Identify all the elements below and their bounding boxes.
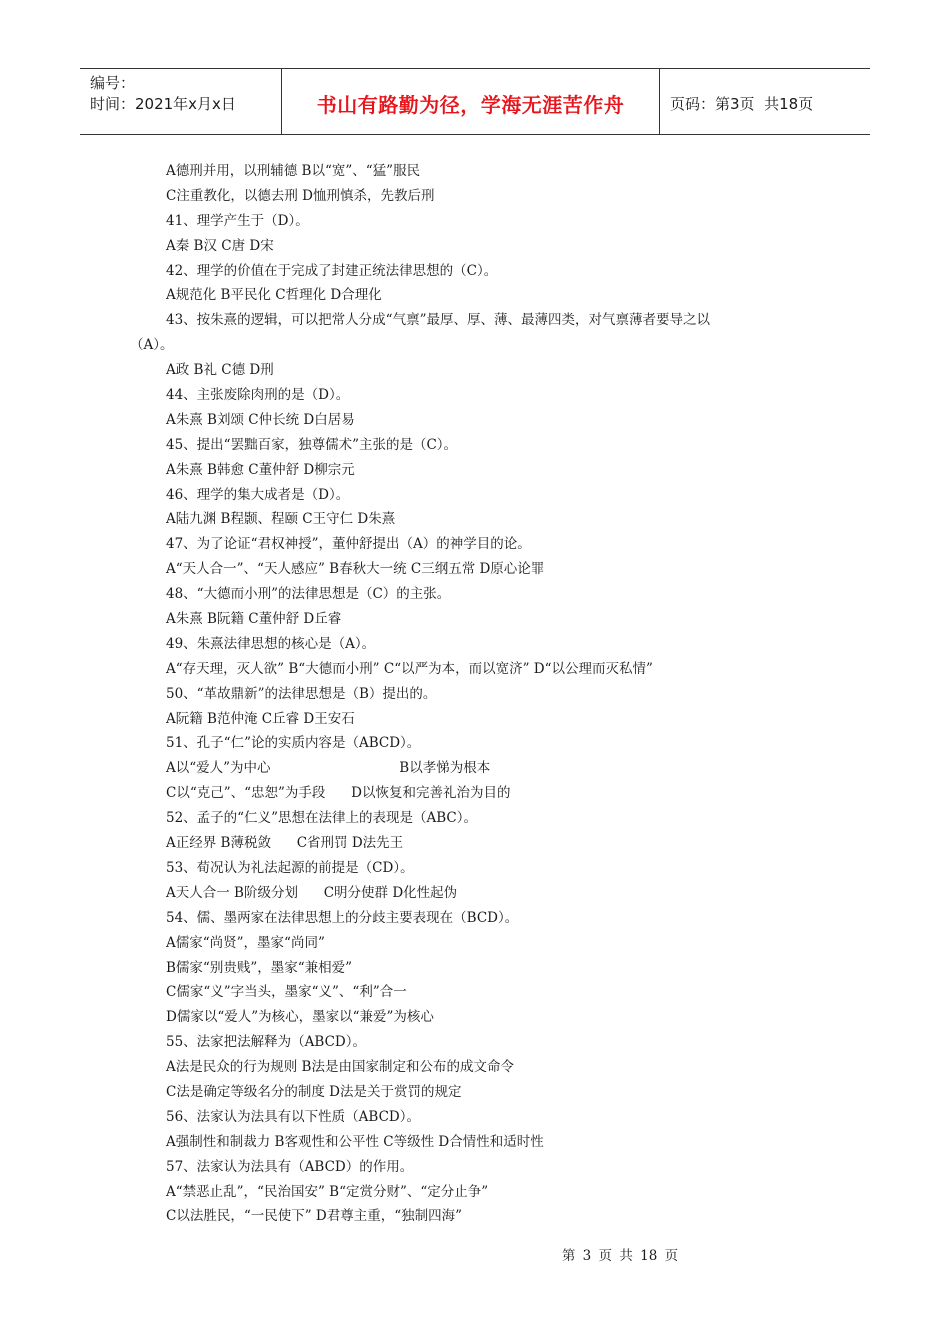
text-line: C儒家“义”字当头，墨家“义”、“利”合一	[166, 984, 407, 1001]
text-line: C注重教化，以德去刑 D恤刑慎杀，先教后刑	[166, 187, 435, 204]
text-line: 50、“革故鼎新”的法律思想是（B）提出的。	[166, 685, 437, 702]
text-line: 53、荀况认为礼法起源的前提是（CD）。	[166, 859, 414, 876]
text-line: A正经界 B薄税敛 C省刑罚 D法先王	[166, 835, 404, 852]
header-meta	[80, 69, 282, 134]
text-line: A秦 B汉 C唐 D宋	[166, 237, 274, 254]
header-motto: 书山有路勤为径，学海无涯苦作舟	[282, 69, 660, 134]
text-line: A法是民众的行为规则 B法是由国家制定和公布的成文命令	[166, 1059, 514, 1076]
text-line: A规范化 B平民化 C哲理化 D合理化	[166, 287, 382, 304]
text-line: A“天人合一”、“天人感应” B春秋大一统 C三纲五常 D原心论罪	[166, 561, 545, 578]
text-line: B儒家“别贵贱”，墨家“兼相爱”	[166, 959, 353, 976]
text-line: A“禁恶止乱”，“民治国安” B“定赏分财”、“定分止争”	[166, 1183, 489, 1200]
text-line: 41、理学产生于（D）。	[166, 212, 309, 229]
document-date: 时间：2021年x月x日	[90, 95, 236, 113]
text-line: 44、主张废除肉刑的是（D）。	[166, 387, 350, 404]
text-line: 56、法家认为法具有以下性质（ABCD）。	[166, 1108, 421, 1125]
text-line: A儒家“尚贤”，墨家“尚同”	[166, 934, 325, 951]
text-line: 47、为了论证“君权神授”，董仲舒提出（A）的神学目的论。	[166, 536, 531, 553]
text-line: 55、法家把法解释为（ABCD）。	[166, 1034, 367, 1051]
text-line: 57、法家认为法具有（ABCD）的作用。	[166, 1158, 414, 1175]
text-line: D儒家以“爱人”为核心，墨家以“兼爱”为核心	[166, 1009, 434, 1026]
document-body	[130, 159, 790, 1229]
text-line: A强制性和制裁力 B客观性和公平性 C等级性 D合情性和适时性	[166, 1133, 544, 1150]
text-line: 43、按朱熹的逻辑，可以把常人分成“气禀”最厚、厚、薄、最薄四类，对气禀薄者要导之以	[166, 312, 710, 329]
text-line: A政 B礼 C德 D刑	[166, 362, 274, 379]
text-line: A朱熹 B刘颂 C仲长统 D白居易	[166, 411, 355, 428]
header-page-info: 页码：第3页 共18页	[670, 95, 814, 113]
text-line: C以“克己”、“忠恕”为手段 D以恢复和完善礼治为目的	[166, 785, 511, 802]
page-header	[80, 68, 870, 135]
text-line: C法是确定等级名分的制度 D法是关于赏罚的规定	[166, 1083, 462, 1100]
text-line: A“存天理，灭人欲” B“大德而小刑” C“以严为本，而以宽济” D“以公理而灭私情”	[166, 660, 653, 677]
text-line: （A）。	[130, 337, 174, 354]
text-line: C以法胜民，“一民使下” D君尊主重，“独制四海”	[166, 1208, 463, 1225]
text-line: 51、孔子“仁”论的实质内容是（ABCD）。	[166, 735, 421, 752]
text-line: 49、朱熹法律思想的核心是（A）。	[166, 635, 376, 652]
text-line: 52、孟子的“仁义”思想在法律上的表现是（ABC）。	[166, 810, 477, 827]
text-line: 54、儒、墨两家在法律思想上的分歧主要表现在（BCD）。	[166, 909, 519, 926]
text-line: A陆九渊 B程颢、程颐 C王守仁 D朱熹	[166, 511, 396, 528]
text-line: 45、提出“罢黜百家，独尊儒术”主张的是（C）。	[166, 436, 458, 453]
text-line: A朱熹 B韩愈 C董仲舒 D柳宗元	[166, 461, 355, 478]
page-footer: 第 3 页 共 18 页	[561, 1248, 679, 1264]
text-line: A德刑并用，以刑辅德 B以“宽”、“猛”服民	[166, 163, 421, 179]
text-line: 48、“大德而小刑”的法律思想是（C）的主张。	[166, 586, 451, 603]
text-line: 46、理学的集大成者是（D）。	[166, 486, 350, 503]
text-line: A天人合一 B阶级分划 C明分使群 D化性起伪	[166, 884, 458, 901]
text-line: A阮籍 B范仲淹 C丘睿 D王安石	[166, 710, 355, 727]
text-line: A朱熹 B阮籍 C董仲舒 D丘睿	[166, 611, 342, 628]
text-line: A以“爱人”为中心 B以孝悌为根本	[166, 760, 491, 777]
text-line: 42、理学的价值在于完成了封建正统法律思想的（C）。	[166, 262, 498, 279]
document-number-label: 编号：	[90, 74, 136, 92]
